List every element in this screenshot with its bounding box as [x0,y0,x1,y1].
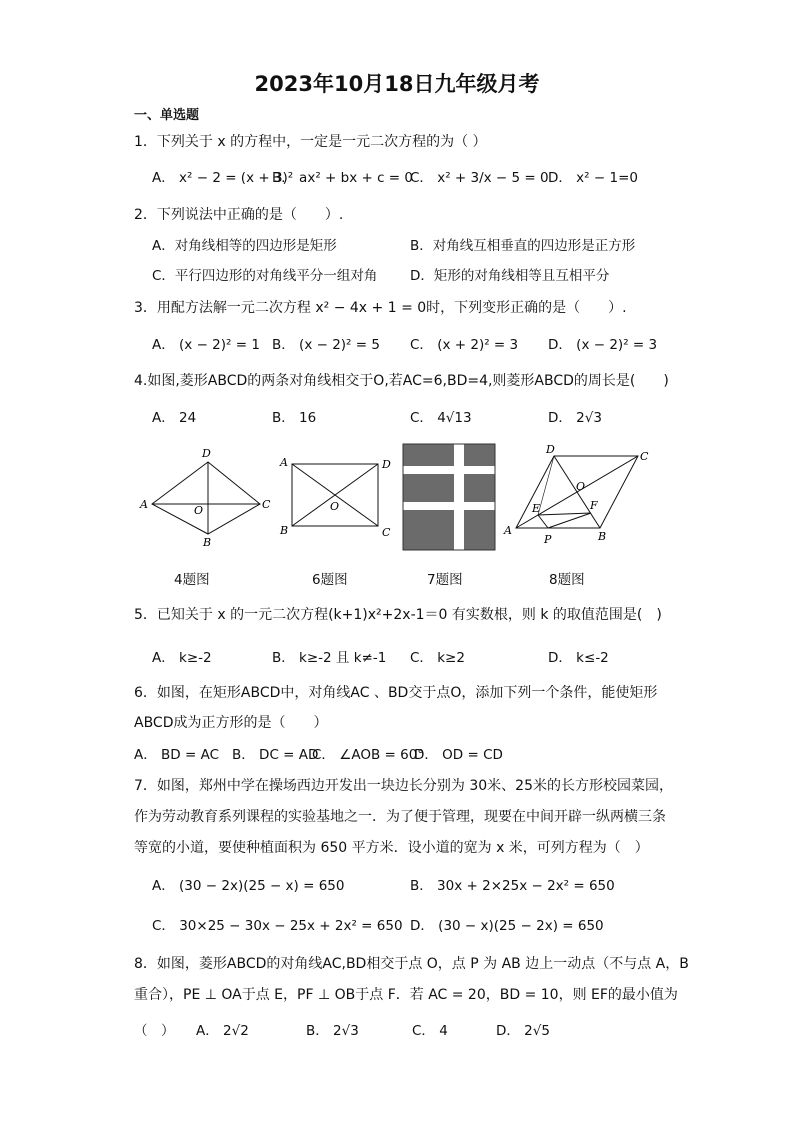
q8-option-d: D． 2√5 [496,1023,550,1039]
q3-option-a: A． (x − 2)² = 1 [152,337,260,353]
q5-option-a: A． k≥-2 [152,650,212,666]
fig8-label-p: P [544,533,552,546]
q8-answer-paren: （ ） [134,1023,175,1039]
fig8-label-e: E [532,502,541,515]
figure-7-caption: 7题图 [427,572,463,588]
figure-4-caption: 4题图 [174,572,210,588]
q1-option-b: B． ax² + bx + c = 0 [272,170,413,186]
q2-option-d: D．矩形的对角线相等且互相平分 [410,268,610,284]
q6-option-a: A． BD = AC [134,747,220,763]
fig8-label-o: O [576,480,586,493]
q1-option-d: D． x² − 1=0 [548,170,638,186]
fig6-label-b: B [280,524,289,537]
q7-stem-line3: 等宽的小道，要使种植面积为 650 平方米．设小道的宽为 x 米，可列方程为（ ） [134,840,649,856]
figure-6-rectangle [279,456,391,539]
q4-stem: 4.如图,菱形ABCD的两条对角线相交于O,若AC=6,BD=4,则菱形ABCD的周长是( ) [134,373,669,389]
q8-option-a: A． 2√2 [196,1023,249,1039]
q2-option-b: B．对角线互相垂直的四边形是正方形 [410,238,636,254]
q5-option-b: B． k≥-2 且 k≠-1 [272,650,387,666]
fig4-label-c: C [262,498,271,511]
q7-option-b: B． 30x + 2×25x − 2x² = 650 [410,878,615,894]
q6-stem-line2: ABCD成为正方形的是（ ） [134,715,328,731]
q7-option-d: D． (30 − x)(25 − 2x) = 650 [410,918,604,934]
q4-option-b: B． 16 [272,410,317,426]
fig4-label-o: O [194,504,204,517]
q2-option-c: C．平行四边形的对角线平分一组对角 [152,268,378,284]
q7-stem-line1: 7．如图，郑州中学在操场西边开发出一块边长分别为 30米、25米的长方形校园菜园， [134,778,673,794]
q8-option-c: C． 4 [412,1023,448,1039]
q3-option-c: C． (x + 2)² = 3 [410,337,519,353]
fig8-label-f: F [590,499,598,512]
q7-option-c: C． 30×25 − 30x − 25x + 2x² = 650 [152,918,403,934]
q3-option-b: B． (x − 2)² = 5 [272,337,380,353]
figure-8-rhombus [503,443,649,546]
q5-option-c: C． k≥2 [410,650,465,666]
q8-option-b: B． 2√3 [306,1023,359,1039]
q8-stem-line2: 重合），PE ⊥ OA于点 E，PF ⊥ OB于点 F．若 AC = 20，BD = 10，则 EF的最小值为 [134,987,678,1003]
figure-8-caption: 8题图 [549,572,585,588]
q7-option-a: A． (30 − 2x)(25 − x) = 650 [152,878,345,894]
fig6-label-c: C [382,526,391,539]
q6-option-d: D． OD = CD [414,747,503,763]
q6-stem-line1: 6．如图，在矩形ABCD中，对角线AC 、BD交于点O，添加下列一个条件，能使矩形 [134,685,658,701]
fig6-label-o: O [330,500,340,513]
q4-option-c: C． 4√13 [410,410,472,426]
fig8-label-d: D [546,443,555,456]
q6-option-c: C． ∠AOB = 60° [312,747,425,763]
q5-option-d: D． k≤-2 [548,650,609,666]
q5-stem: 5．已知关于 x 的一元二次方程(k+1)x²+2x-1＝0 有实数根，则 k 的取值范围是( ) [134,607,662,623]
q4-option-a: A． 24 [152,410,197,426]
q3-stem: 3．用配方法解一元二次方程 x² − 4x + 1 = 0时，下列变形正确的是（ ）. [134,300,627,316]
fig6-label-a: A [280,456,288,469]
q2-option-a: A．对角线相等的四边形是矩形 [152,238,337,254]
page-title: 2023年10月18日九年级月考 [254,72,540,96]
figure-7-garden [403,444,495,550]
q3-option-d: D． (x − 2)² = 3 [548,337,658,353]
q2-stem: 2．下列说法中正确的是（ ）. [134,207,344,223]
fig4-label-b: B [203,536,212,549]
q1-stem: 1．下列关于 x 的方程中，一定是一元二次方程的为（ ） [134,134,487,150]
fig6-label-d: D [382,458,391,471]
fig8-label-b: B [598,530,607,543]
fig8-label-c: C [640,450,649,463]
q1-option-c: C． x² + 3/x − 5 = 0 [410,170,549,186]
fig8-label-a: A [504,524,512,537]
figure-4-rhombus [139,447,271,549]
q1-option-a: A． x² − 2 = (x + 3)² [152,170,294,186]
figure-6-caption: 6题图 [312,572,348,588]
q7-stem-line2: 作为劳动教育系列课程的实验基地之一．为了便于管理，现要在中间开辟一纵两横三条 [134,809,666,825]
figures-row [136,442,656,554]
fig4-label-a: A [140,498,148,511]
q8-stem-line1: 8．如图，菱形ABCD的对角线AC,BD相交于点 O，点 P 为 AB 边上一动点（不与点 A，B [134,956,689,972]
fig4-label-d: D [202,447,211,460]
q4-option-d: D． 2√3 [548,410,602,426]
q6-option-b: B． DC = AD [232,747,319,763]
section-heading: 一、单选题 [134,108,200,123]
